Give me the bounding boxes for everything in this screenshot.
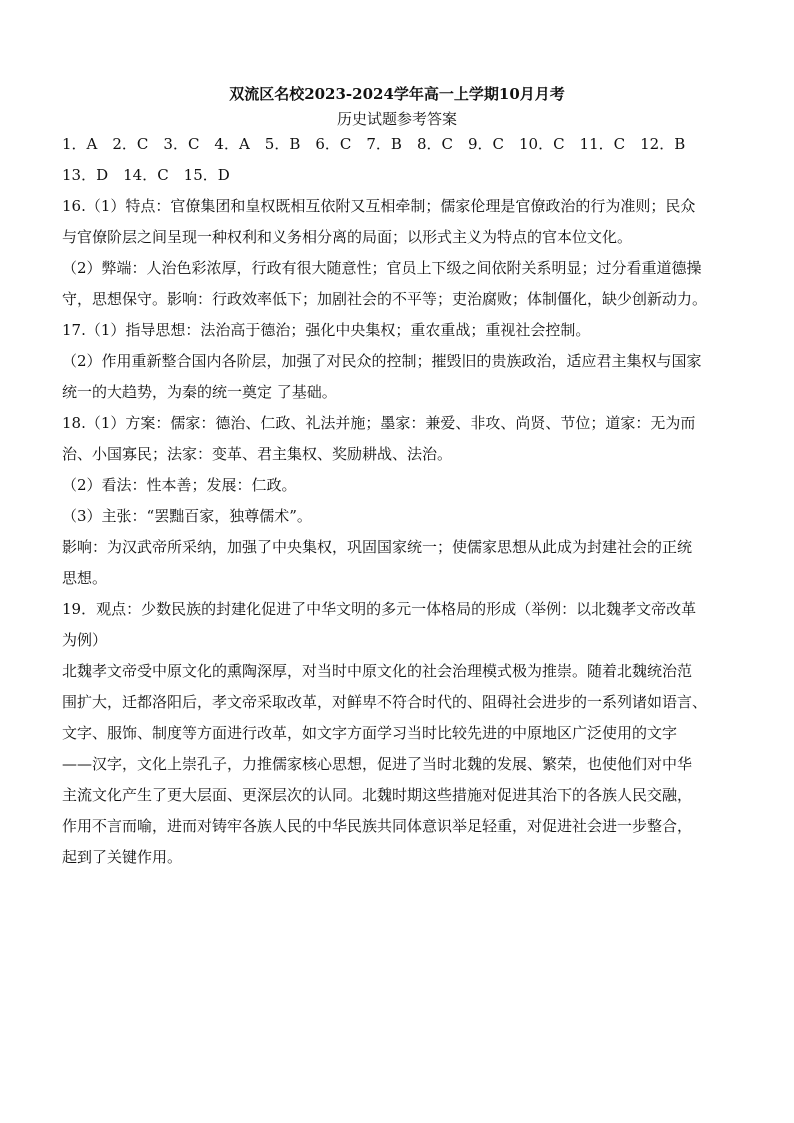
answer-line-q16-a: 16.（1）特点：官僚集团和皇权既相互依附又互相牵制；儒家伦理是官僚政治的行为准则；民众: [62, 197, 696, 215]
answer-line-q18-e: 影响：为汉武帝所采纳，加强了中央集权，巩固国家统一；使儒家思想从此成为封建社会的正统: [62, 538, 693, 556]
answer-line-q16-d: 守，思想保守。影响：行政效率低下；加剧社会的不平等；吏治腐败；体制僵化，缺少创新动力。: [62, 290, 708, 308]
answer-line-q19-b: 为例）: [62, 631, 108, 649]
answer-line-q16-c: （2）弊端：人治色彩浓厚，行政有很大随意性；官员上下级之间依附关系明显；过分看重道德操: [62, 259, 702, 277]
answer-line-q16-b: 与官僚阶层之间呈现一种权利和义务相分离的局面；以形式主义为特点的官本位文化。: [62, 228, 633, 246]
document-subtitle: 历史试题参考答案: [336, 110, 457, 128]
document-title: 双流区名校2023-2024学年高一上学期10月月考: [229, 85, 565, 103]
answer-line-q19-c: 北魏孝文帝受中原文化的熏陶深厚，对当时中原文化的社会治理模式极为推崇。随着北魏统治范: [62, 662, 693, 680]
answer-line-q19-f: ——汉字，文化上崇孔子，力推儒家核心思想，促进了当时北魏的发展、繁荣，也使他们对中华: [62, 755, 693, 773]
answer-line-q18-c: （2）看法：性本善；发展：仁政。: [62, 476, 297, 494]
answer-line-q19-h: 作用不言而喻，进而对铸牢各族人民的中华民族共同体意识举足轻重，对促进社会进一步整合，: [62, 817, 693, 835]
answer-line-q18-a: 18.（1）方案：儒家：德治、仁政、礼法并施；墨家：兼爱、非攻、尚贤、节位；道家：无为而: [62, 414, 696, 432]
answer-line-q18-f: 思想。: [62, 569, 108, 587]
answer-line-q19-d: 围扩大，迁都洛阳后，孝文帝采取改革，对鲜卑不符合时代的、阻碍社会进步的一系列诸如语言、: [62, 693, 708, 711]
answer-line-q18-d: （3）主张：“罢黜百家，独尊儒术”。: [62, 507, 312, 525]
answer-line-mc-2: 13．D 14．C 15．D: [62, 166, 230, 184]
answer-line-q18-b: 治、小国寡民；法家：变革、君主集权、奖励耕战、法治。: [62, 445, 453, 463]
answer-line-q17-c: 统一的大趋势，为秦的统一奠定 了基础。: [62, 383, 337, 401]
answer-line-q19-a: 19．观点：少数民族的封建化促进了中华文明的多元一体格局的形成（举例：以北魏孝文帝改革: [62, 600, 697, 618]
answer-line-q17-a: 17.（1）指导思想：法治高于德治；强化中央集权；重农重战；重视社会控制。: [62, 321, 591, 339]
answer-line-q17-b: （2）作用重新整合国内各阶层，加强了对民众的控制；摧毁旧的贵族政治，适应君主集权与国家: [62, 352, 702, 370]
answer-line-mc-1: 1．A 2．C 3．C 4．A 5．B 6．C 7．B 8．C 9．C 10．C 11．C 12．B: [62, 135, 686, 153]
answer-body: [62, 134, 742, 878]
answer-line-q19-g: 主流文化产生了更大层面、更深层次的认同。北魏时期这些措施对促进其治下的各族人民交融，: [62, 786, 693, 804]
answer-line-q19-i: 起到了关键作用。: [62, 848, 183, 866]
answer-line-q19-e: 文字、服饰、制度等方面进行改革，如文字方面学习当时比较先进的中原地区广泛使用的文字: [62, 724, 678, 742]
